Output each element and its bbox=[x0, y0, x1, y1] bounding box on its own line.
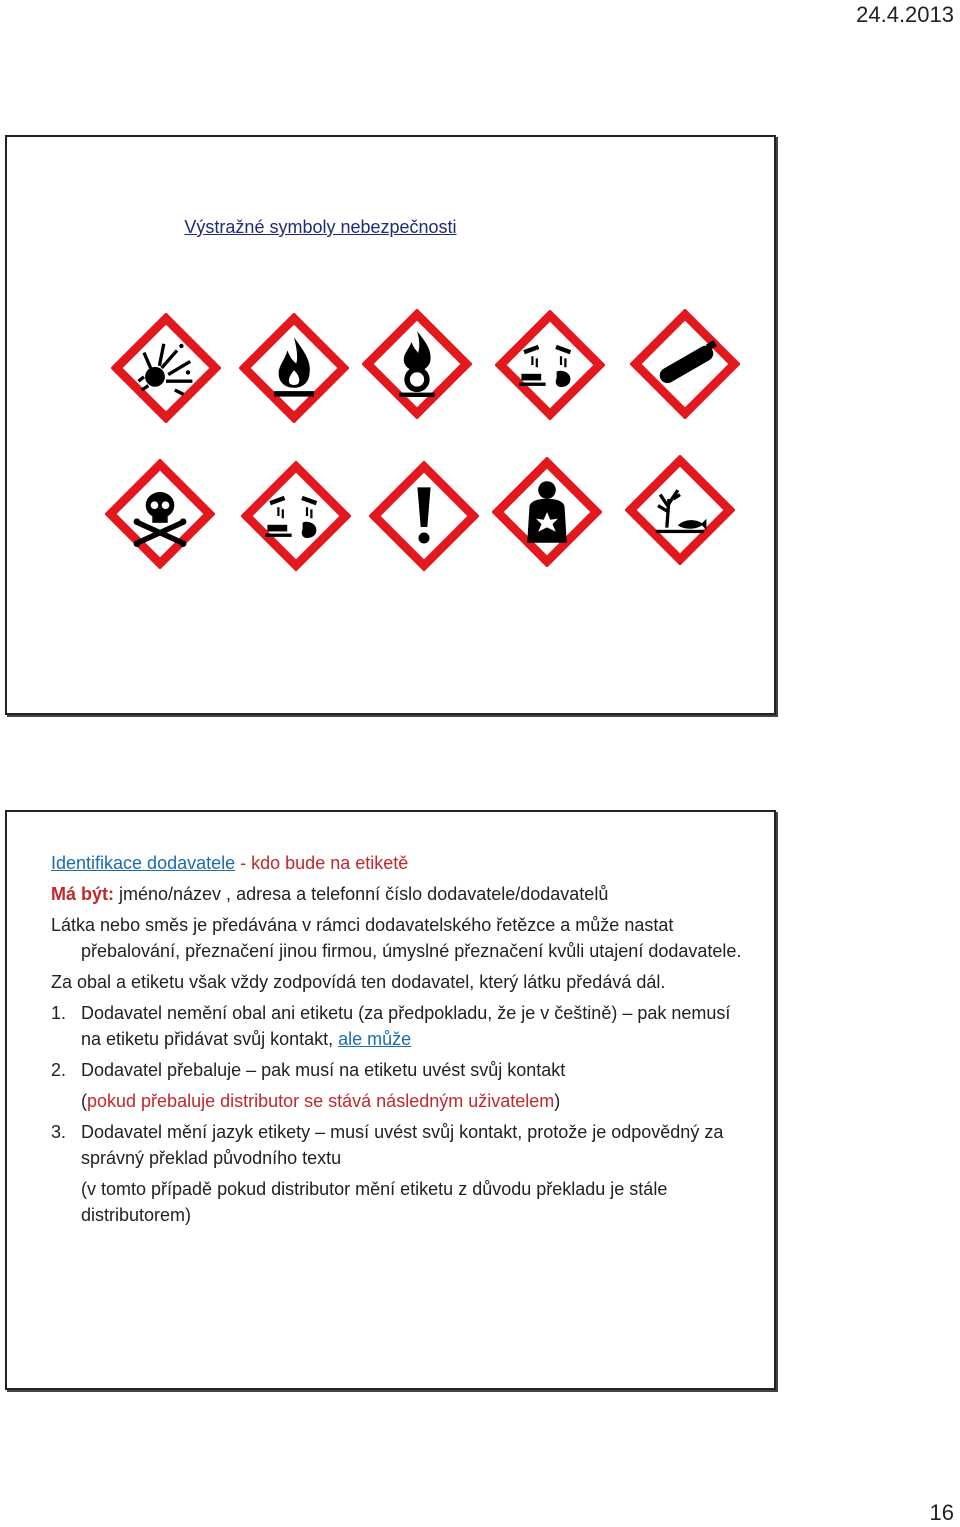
paren-open: ( bbox=[81, 1091, 87, 1111]
must-label: Má být: bbox=[51, 884, 114, 904]
list-item-1-link[interactable]: ale může bbox=[338, 1029, 412, 1049]
exploding-bomb-icon bbox=[111, 313, 221, 423]
list-item-3 bbox=[51, 1119, 751, 1171]
slide-body bbox=[51, 850, 751, 1233]
heading-line bbox=[51, 850, 751, 876]
environment-icon bbox=[625, 455, 735, 565]
list-number: 2. bbox=[51, 1060, 67, 1080]
paragraph-2: Za obal a etiketu však vždy zodpovídá ten dodavatel, který látku předává dál. bbox=[51, 972, 666, 992]
list-item-2-note bbox=[51, 1088, 751, 1114]
list-item-3-note: (v tomto případě pokud distributor mění etiketu z důvodu překladu je stále distributorem) bbox=[81, 1179, 668, 1225]
list-item-1-text: Dodavatel nemění obal ani etiketu (za předpokladu, že je v češtině) – pak nemusí na etiketu přidávat svůj kontakt, bbox=[81, 1003, 731, 1049]
must-text: jméno/název , adresa a telefonní číslo dodavatele/dodavatelů bbox=[114, 884, 609, 904]
list-number: 3. bbox=[51, 1122, 67, 1142]
list-item-3-text: Dodavatel mění jazyk etikety – musí uvést svůj kontakt, protože je odpovědný za správný překlad původního textu bbox=[81, 1122, 724, 1168]
flame-over-circle-icon bbox=[362, 309, 472, 419]
flame-icon bbox=[239, 313, 349, 423]
corrosion-icon bbox=[241, 461, 351, 571]
heading-link[interactable]: Identifikace dodavatele bbox=[51, 853, 236, 873]
skull-crossbones-icon bbox=[105, 459, 215, 569]
paragraph-1: Látka nebo směs je předávána v rámci dodavatelského řetězce a může nastat přebalování, přeznačení jinou firmou, úmyslné přeznačení kvůli utajení dodavatele. bbox=[51, 915, 742, 961]
list-item-1 bbox=[51, 1000, 751, 1052]
must-line bbox=[51, 881, 751, 907]
slide-title: Výstražné symboly nebezpečnosti bbox=[184, 217, 457, 237]
exclamation-mark-icon bbox=[369, 461, 479, 571]
health-hazard-icon bbox=[492, 457, 602, 567]
list-item-2-text: Dodavatel přebaluje – pak musí na etiketu uvést svůj kontakt bbox=[81, 1060, 566, 1080]
list-item-2 bbox=[51, 1057, 751, 1083]
slide-supplier-identification bbox=[5, 810, 776, 1390]
page-number: 16 bbox=[929, 1500, 954, 1525]
paren-close: ) bbox=[554, 1091, 561, 1111]
note-text: pokud přebaluje distributor se stává následným uživatelem bbox=[87, 1091, 555, 1111]
heading-rest: - kdo bude na etiketě bbox=[235, 853, 409, 873]
slide-hazard-symbols bbox=[5, 135, 776, 715]
gas-cylinder-icon bbox=[630, 309, 740, 419]
date-header: 24.4.2013 bbox=[856, 2, 954, 27]
list-number: 1. bbox=[51, 1003, 67, 1023]
corrosion-icon bbox=[495, 310, 605, 420]
